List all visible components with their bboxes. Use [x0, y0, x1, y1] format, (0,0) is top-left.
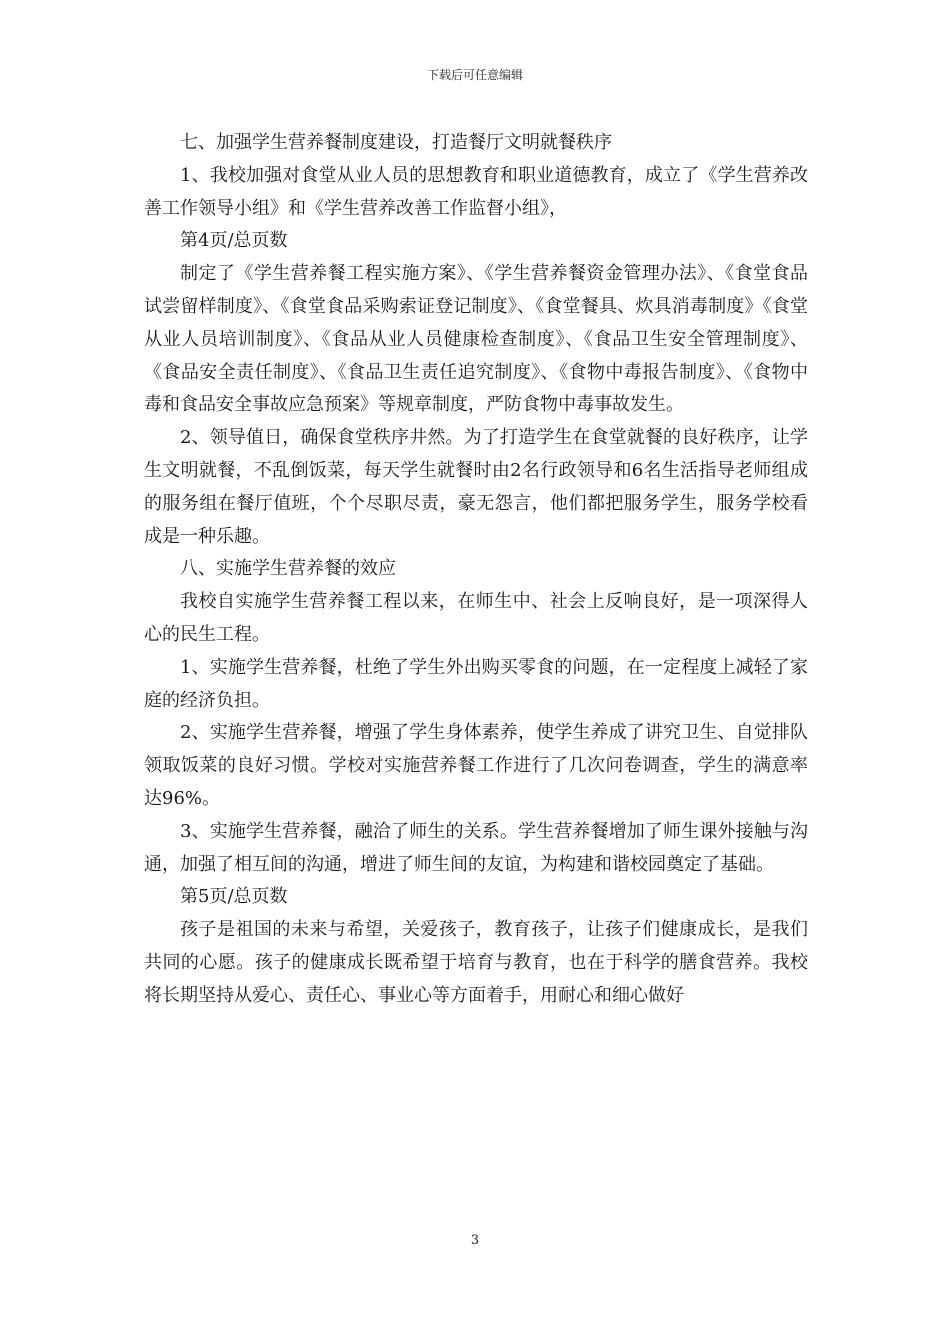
paragraph: 3、实施学生营养餐，融洽了师生的关系。学生营养餐增加了师生课外接触与沟通，加强了相互间的沟通，增进了师生间的友谊，为构建和谐校园奠定了基础。 [144, 820, 808, 875]
page-header: 下载后可任意编辑 [426, 68, 523, 82]
section-heading-8: 八、实施学生营养餐的效应 [180, 558, 396, 580]
paragraph: 2、领导值日，确保食堂秩序井然。为了打造学生在食堂就餐的良好秩序，让学生文明就餐，不乱倒饭菜，每天学生就餐时由2名行政领导和6名生活指导老师组成的服务组在餐厅值班，个个尽职尽责，豪无怨言，他们都把服务学生，服务学校看成是一种乐趣。 [144, 427, 808, 547]
page-number: 3 [470, 1233, 480, 1248]
document-body [144, 127, 808, 1013]
paragraph: 孩子是祖国的未来与希望，关爱孩子，教育孩子，让孩子们健康成长，是我们共同的心愿。孩子的健康成长既希望于培育与教育，也在于科学的膳食营养。我校将长期坚持从爱心、责任心、事业心等方面着手，用耐心和细心做好 [144, 919, 808, 1006]
page-marker: 第4页/总页数 [180, 230, 288, 252]
paragraph: 1、我校加强对食堂从业人员的思想教育和职业道德教育，成立了《学生营养改善工作领导小组》和《学生营养改善工作监督小组》， [144, 164, 808, 219]
paragraph: 2、实施学生营养餐，增强了学生身体素养，使学生养成了讲究卫生、自觉排队领取饭菜的良好习惯。学校对实施营养餐工作进行了几次问卷调查，学生的满意率达96%。 [144, 722, 808, 809]
paragraph: 制定了《学生营养餐工程实施方案》、《学生营养餐资金管理办法》、《食堂食品试尝留样制度》、《食堂食品采购索证登记制度》、《食堂餐具、炊具消毒制度》《食堂从业人员培训制度》、《食品从业人员健康检查制度》、《食品卫生安全管理制度》、《食品安全责任制度》、《食品卫生责任追究制度》、《食物中毒报告制度》、《食物中毒和食品安全事故应急预案》等规章制度，严防食物中毒事故发生。 [144, 263, 808, 416]
section-heading-7: 七、加强学生营养餐制度建设，打造餐厅文明就餐秩序 [180, 132, 612, 153]
paragraph: 我校自实施学生营养餐工程以来，在师生中、社会上反响良好，是一项深得人心的民生工程。 [144, 591, 808, 645]
page-marker: 第5页/总页数 [180, 886, 288, 908]
paragraph: 1、实施学生营养餐，杜绝了学生外出购买零食的问题，在一定程度上减轻了家庭的经济负担。 [144, 656, 808, 711]
